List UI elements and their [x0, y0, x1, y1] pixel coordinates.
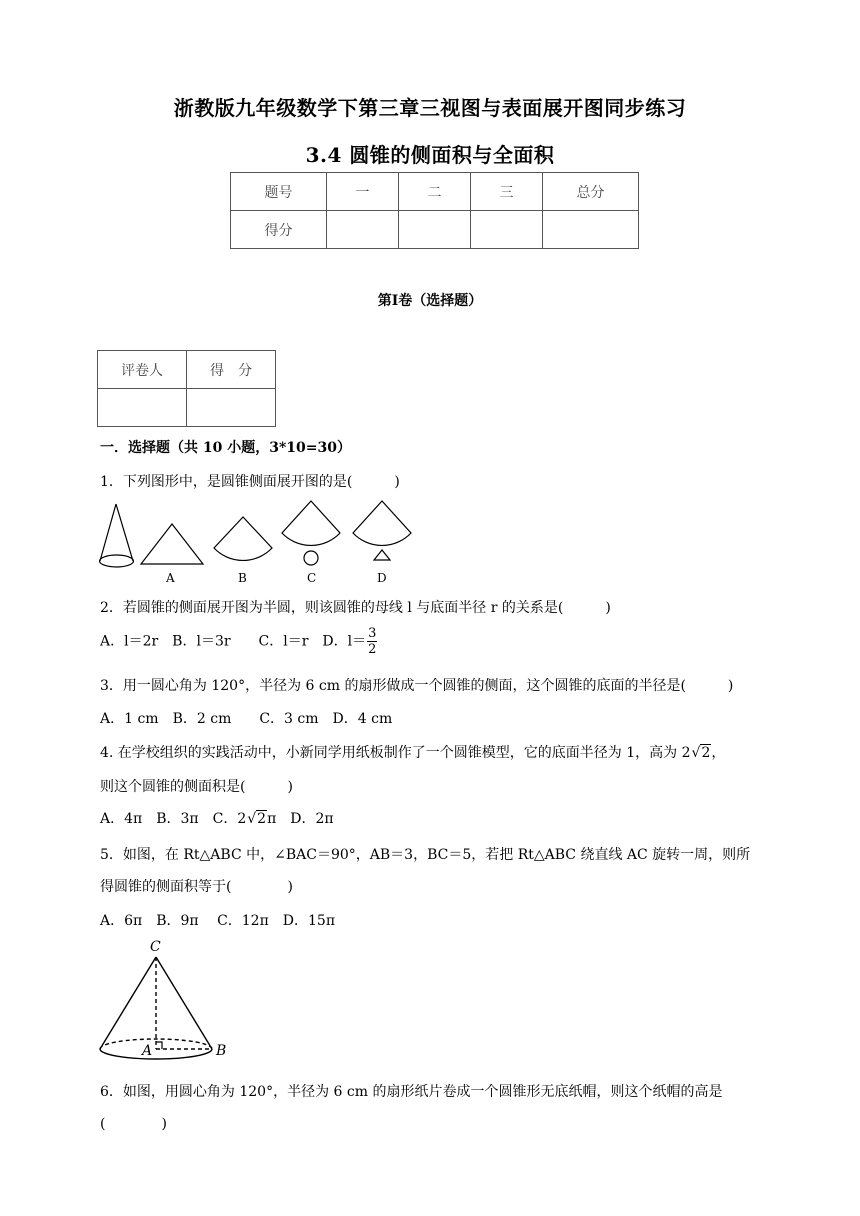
question-2: 2．若圆锥的侧面展开图为半圆，则该圆锥的母线 l 与底面半径 r 的关系是( )	[100, 600, 611, 616]
grader-table-blank-row	[98, 389, 276, 427]
sqrt-expression	[692, 745, 712, 761]
score-table	[230, 172, 639, 249]
question-5-line-2: 得圆锥的侧面积等于( )	[100, 879, 293, 895]
section-title: 一．选择题（共 10 小题，3*10=30）	[100, 440, 351, 456]
cone-slant-right	[156, 957, 212, 1049]
option-c-circle	[304, 551, 318, 565]
score-header-cell: 三	[471, 173, 543, 211]
grader-cell	[98, 389, 187, 427]
question-4-text: 4. 在学校组织的实践活动中，小新同学用纸板制作了一个圆锥模型，它的底面半径为 1，高为 2	[100, 745, 691, 761]
score-cell	[471, 211, 543, 249]
question-5-figure	[96, 935, 246, 1065]
question-2-options	[100, 626, 377, 657]
question-3: 3．用一圆心角为 120°，半径为 6 cm 的扇形做成一个圆锥的侧面，这个圆锥的底面的半径是( )	[100, 678, 734, 694]
option-b-label: B	[238, 571, 247, 585]
document-subtitle: 3.4 圆锥的侧面积与全面积	[305, 143, 555, 167]
cone-slant-left	[100, 957, 156, 1049]
sqrt-radicand: 2	[257, 811, 267, 827]
fraction	[367, 626, 377, 657]
sqrt-icon: √	[247, 811, 257, 827]
score-header-cell: 总分	[543, 173, 639, 211]
question-4-options-suffix: π D．2π	[267, 811, 334, 827]
question-5-options: A．6π B．9π C．12π D．15π	[100, 913, 336, 929]
vertex-c-label: C	[150, 939, 161, 955]
score-cell	[543, 211, 639, 249]
question-4-line-1	[100, 742, 725, 762]
cone-figure	[100, 504, 133, 561]
question-4-line-2: 则这个圆锥的侧面积是( )	[100, 779, 293, 795]
option-c-label: C	[307, 571, 317, 585]
question-4-options-prefix: A．4π B．3π C．2	[100, 811, 247, 827]
option-d-label: D	[377, 571, 387, 585]
sqrt-expression	[247, 811, 267, 827]
option-d-sector	[353, 501, 411, 545]
option-b-sector	[214, 517, 272, 560]
score-row-label: 得分	[231, 211, 327, 249]
score-header-cell: 题号	[231, 173, 327, 211]
option-d-triangle	[374, 550, 390, 560]
grader-cell	[187, 389, 276, 427]
grader-table-header-row	[98, 351, 276, 389]
question-6-line-2: ( )	[100, 1116, 167, 1132]
fraction-denominator: 2	[368, 642, 377, 657]
question-4-text-end: ，	[711, 745, 726, 761]
option-c-sector	[282, 501, 340, 545]
volume-title: 第Ⅰ卷（选择题）	[377, 293, 483, 309]
score-cell	[327, 211, 399, 249]
option-a-triangle	[141, 524, 203, 564]
option-a-label: A	[166, 571, 175, 585]
score-table-score-row	[231, 211, 639, 249]
question-4-options	[100, 808, 334, 828]
score-header-cell: 一	[327, 173, 399, 211]
score-table-header-row	[231, 173, 639, 211]
score-header-cell: 二	[399, 173, 471, 211]
fraction-numerator: 3	[368, 626, 377, 641]
grader-score-label: 得 分	[187, 351, 276, 389]
question-3-options: A．1 cm B．2 cm C．3 cm D．4 cm	[100, 711, 393, 727]
question-5-line-1: 5．如图，在 Rt△ABC 中，∠BAC＝90°，AB＝3，BC＝5，若把 Rt△ABC 绕直线 AC 旋转一周，则所	[100, 847, 751, 863]
question-6-line-1: 6．如图，用圆心角为 120°，半径为 6 cm 的扇形纸片卷成一个圆锥形无底纸帽，则这个纸帽的高是	[100, 1084, 723, 1100]
score-cell	[399, 211, 471, 249]
document-title: 浙教版九年级数学下第三章三视图与表面展开图同步练习	[173, 96, 687, 120]
grader-table	[97, 350, 276, 427]
right-angle-marker	[156, 1042, 162, 1049]
cone-base-front	[100, 1049, 212, 1059]
sqrt-radicand: 2	[701, 745, 711, 761]
cone-base	[100, 555, 134, 567]
vertex-a-label: A	[142, 1043, 153, 1059]
question-1: 1．下列图形中，是圆锥侧面展开图的是( )	[100, 474, 400, 490]
question-2-options-text: A．l＝2r B．l＝3r C．l＝r D．l＝	[100, 633, 367, 650]
vertex-b-label: B	[216, 1043, 227, 1059]
grader-label: 评卷人	[98, 351, 187, 389]
sqrt-icon: √	[691, 745, 701, 761]
question-1-figure	[96, 498, 416, 586]
